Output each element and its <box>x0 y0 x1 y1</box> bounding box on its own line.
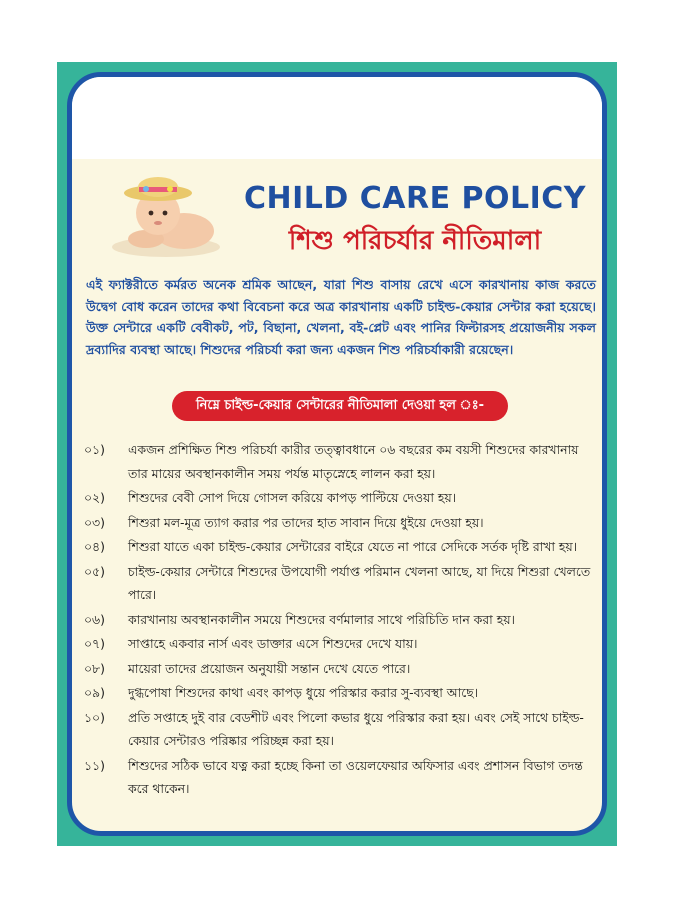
list-item <box>84 706 600 753</box>
item-text: কারখানায় অবস্থানকালীন সময়ে শিশুদের বর্ণমালার সাথে পরিচিতি দান করা হয়। <box>128 611 515 627</box>
list-item <box>84 486 600 510</box>
item-text: দুগ্ধপোষা শিশুদের কাথা এবং কাপড় ধুয়ে পরিস্কার করার সু-ব্যবস্থা আছে। <box>128 685 479 700</box>
poster-frame <box>57 62 617 846</box>
item-number: ০২) <box>84 490 105 505</box>
item-text: শিশুরা যাতে একা চাইল্ড-কেয়ার সেন্টারের বাইরে যেতে না পারে সেদিকে সর্তক দৃষ্টি রাখা হয়। <box>128 539 578 554</box>
item-text: একজন প্রশিক্ষিত শিশু পরিচর্যা কারীর তত্ত্বাবধানে ০৬ বছরের কম বয়সী শিশুদের কারখানায় তার মায়ের অবস্থানকালীন সময় পর্যন্ত মাতৃস্নেহে লালন করা হয়। <box>128 442 579 481</box>
item-number: ০১) <box>84 442 105 457</box>
list-item <box>84 438 600 485</box>
list-item <box>84 608 600 632</box>
list-item <box>84 754 600 801</box>
baby-illustration <box>106 169 222 261</box>
list-item <box>84 535 600 559</box>
policy-banner: নিম্নে চাইল্ড-কেয়ার সেন্টারের নীতিমালা দেওয়া হল ঃ- <box>172 391 508 421</box>
item-text: শিশুরা মল-মূত্র ত্যাগ করার পর তাদের হাত সাবান দিয়ে ধুইয়ে দেওয়া হয়। <box>128 514 484 530</box>
item-number: ০৩) <box>84 514 105 530</box>
item-text: চাইল্ড-কেয়ার সেন্টারে শিশুদের উপযোগী পর্যাপ্ত পরিমান খেলনা আছে, যা দিয়ে শিশুরা খেলতে পারে। <box>128 563 591 602</box>
item-text: সাপ্তাহে একবার নার্স এবং ডাক্তার এসে শিশুদের দেখে যায়। <box>128 636 418 651</box>
list-item <box>84 560 600 607</box>
item-number: ০৫) <box>84 563 105 579</box>
title-bangla: শিশু পরিচর্যার নীতিমালা <box>288 226 542 256</box>
intro-paragraph: এই ফ্যাক্টরীতে কর্মরত অনেক শ্রমিক আছেন, যারা শিশু বাসায় রেখে এসে কারখানায় কাজ করতে উদ্বেগ বোধ করেন তাদের কথা বিবেচনা করে অত্র কারখানায় একটি চাইল্ড-কেয়ার সেন্টার করা হয়েছে। উক্ত সেন্টারে একটি বেবীকট, পট, বিছানা, খেলনা, বই-প্লেট এবং পানির ফিল্টারসহ প্রয়োজনীয় সকল দ্রব্যাদির ব্যবস্থা আছে। শিশুদের পরিচর্যা করা জন্য একজন শিশু পরিচর্যাকারী রয়েছেন। <box>86 277 596 357</box>
header-blank-panel <box>72 77 602 159</box>
item-text: প্রতি সপ্তাহে দুই বার বেডশীট এবং পিলো কভার ধুয়ে পরিস্কার করা হয়। এবং সেই সাথে চাইল্ড-কেয়ার সেন্টারও পরিষ্কার পরিচ্ছন্ন করা হয়। <box>128 709 584 748</box>
list-item <box>84 681 600 705</box>
policy-list <box>84 438 600 802</box>
item-number: ০৯) <box>84 685 105 700</box>
title-english: CHILD CARE POLICY <box>243 181 587 216</box>
item-number: ০৪) <box>84 539 105 554</box>
item-number: ০৭) <box>84 636 105 651</box>
item-text: শিশুদের বেবী সোপ দিয়ে গোসল করিয়ে কাপড় পাল্টিয়ে দেওয়া হয়। <box>128 490 457 505</box>
item-number: ০৮) <box>84 660 105 676</box>
item-number: ০৬) <box>84 611 105 627</box>
item-text: মায়েরা তাদের প্রয়োজন অনুযায়ী সন্তান দেখে যেতে পারে। <box>128 660 411 676</box>
item-number: ১১) <box>84 757 105 773</box>
list-item <box>84 511 600 535</box>
list-item <box>84 657 600 681</box>
list-item <box>84 632 600 656</box>
item-number: ১০) <box>84 709 105 725</box>
poster-card <box>67 72 607 836</box>
item-text: শিশুদের সঠিক ভাবে যত্ন করা হচ্ছে কিনা তা ওয়েলফেয়ার অফিসার এবং প্রশাসন বিভাগ তদন্ত করে থাকেন। <box>128 757 583 796</box>
